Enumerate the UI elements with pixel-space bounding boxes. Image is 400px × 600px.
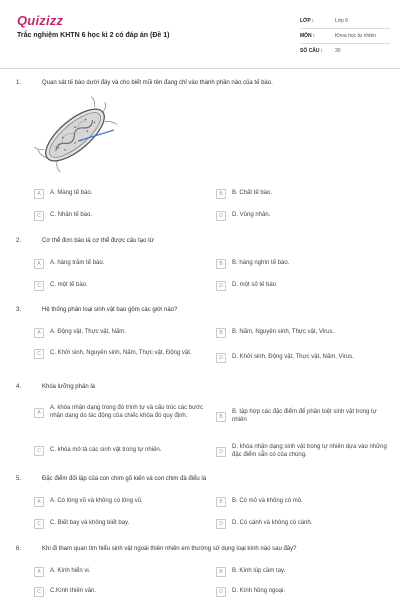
option-letter-d: D [216,447,226,457]
option-text: A. Động vật, Thực vật, Nấm. [50,329,126,336]
question-number: 3. [16,307,22,313]
meta-label: SỐ CÂU : [300,48,323,54]
option-text: D. Kính hồng ngoại. [232,588,286,595]
option-text: D. khóa nhận dạng sinh vật trong tự nhiên dựa vào những đặc điểm sẵn có của chúng. [232,444,387,458]
option-text: B. Có mỏ và không có mỏ. [232,498,303,505]
option-d[interactable] [216,519,388,529]
option-b[interactable] [216,259,386,269]
option-a[interactable] [34,328,199,338]
option-text: C. Biết bay và không biết bay. [50,520,130,527]
option-text: C. Nhân tế bào. [50,212,93,219]
question-number: 5. [16,476,22,482]
option-text: B. Kính lúp cầm tay. [232,568,286,575]
option-c[interactable] [34,519,204,529]
option-letter-c: C [34,587,44,597]
question-number: 1. [16,80,22,86]
option-letter-d: D [216,211,226,221]
option-d[interactable] [216,444,392,459]
question-header [16,238,382,244]
option-text: A. hàng trăm tế bào. [50,260,105,267]
option-b[interactable] [216,409,392,424]
option-letter-a: A [34,328,44,338]
option-d[interactable] [216,211,386,221]
question-text: Cơ thể đơn bào là cơ thể được cấu tạo từ [42,238,154,244]
question-header [16,546,382,552]
option-letter-a: A [34,408,44,418]
bacterium-cell-image [30,96,120,174]
page-title: Trắc nghiệm KHTN 6 học kì 2 có đáp án (Đề 1) [17,32,170,39]
meta-row-class [300,14,390,29]
question-header [16,476,382,482]
question-number: 4. [16,384,22,390]
option-a[interactable] [34,189,194,199]
option-text: B. Chất tế bào. [232,190,273,197]
option-letter-a: A [34,497,44,507]
option-letter-d: D [216,519,226,529]
meta-row-subject [300,29,390,44]
option-letter-c: C [34,349,44,359]
meta-value: Khoa học tự nhiên [335,33,376,39]
option-letter-a: A [34,259,44,269]
question-number: 2. [16,238,22,244]
option-text: A. Kính hiển vi. [50,568,91,575]
option-text: A. Màng tế bào. [50,190,93,197]
option-letter-b: B [216,412,226,422]
option-letter-c: C [34,211,44,221]
option-letter-b: B [216,189,226,199]
option-letter-b: B [216,259,226,269]
option-b[interactable] [216,497,388,507]
option-a[interactable] [34,567,194,577]
option-text: D. Vùng nhân. [232,212,271,219]
option-text: C. Khởi sinh, Nguyên sinh, Nấm, Thực vật, Động vật. [50,350,192,357]
option-d[interactable] [216,587,386,597]
option-text: A. khóa nhận dạng trong đó trình tự và cấu trúc các bước nhận dạng do tác động của chiếc khóa đó quy định. [50,405,204,419]
question-header [16,80,382,86]
question-header [16,307,382,313]
question-number: 6. [16,546,22,552]
meta-label: LỚP : [300,18,314,24]
option-text: B. tập hợp các đặc điểm để phân biệt sinh vật trong tự nhiên [232,409,377,423]
meta-row-count [300,44,390,58]
question-text: Khóa lưỡng phân là [42,384,95,390]
option-letter-a: A [34,189,44,199]
option-b[interactable] [216,189,386,199]
option-text: D. một số tế bào [232,282,277,289]
option-a[interactable] [34,259,194,269]
option-letter-a: A [34,567,44,577]
option-text: D. Có cánh và không có cánh. [232,520,313,527]
option-letter-b: B [216,328,226,338]
option-text: B. hàng nghìn tế bào. [232,260,290,267]
option-d[interactable] [216,353,392,363]
option-c[interactable] [34,587,194,597]
option-d[interactable] [216,281,386,291]
option-text: D. Khởi sinh, Động vật, Thực vật, Nấm, Virus. [232,354,354,361]
option-letter-d: D [216,587,226,597]
option-a[interactable] [34,405,206,420]
option-text: A. Có lông vũ và không có lông vũ. [50,498,143,505]
option-text: B. Nấm, Nguyên sinh, Thực vật, Virus. [232,329,335,336]
question-text: Đặc điểm đối lập của con chim gõ kiến và con chim đà điểu là [42,476,207,482]
option-letter-d: D [216,281,226,291]
quizizz-logo[interactable]: Quizizz [17,13,64,28]
option-letter-b: B [216,567,226,577]
question-header [16,384,382,390]
option-c[interactable] [34,349,204,359]
option-b[interactable] [216,328,388,338]
option-text: C.Kính thiên văn. [50,588,97,595]
option-letter-c: C [34,446,44,456]
option-letter-b: B [216,497,226,507]
option-c[interactable] [34,281,194,291]
question-text: Khi đi tham quan tìm hiểu sinh vật ngoài thiên nhiên em thường sử dụng loại kính nào sau đây? [42,546,297,552]
option-b[interactable] [216,567,386,577]
meta-value: 30 [335,48,341,54]
meta-value: Lớp 6 [335,18,349,24]
question-text: Quan sát tế bào dưới đây và cho biết mũi tên đang chỉ vào thành phần nào của tế bào. [42,80,273,86]
meta-label: MÔN : [300,33,315,39]
worksheet-header [0,0,400,69]
option-letter-d: D [216,353,226,363]
option-text: C. khóa mô tả các sinh vật trong tự nhiên. [50,447,162,454]
meta-table [300,14,390,58]
option-letter-c: C [34,281,44,291]
option-letter-c: C [34,519,44,529]
option-text: C. một tế bào. [50,282,88,289]
question-text: Hệ thống phân loại sinh vật bao gồm các giới nào? [42,307,178,313]
option-c[interactable] [34,211,194,221]
option-c[interactable] [34,446,206,456]
option-a[interactable] [34,497,204,507]
